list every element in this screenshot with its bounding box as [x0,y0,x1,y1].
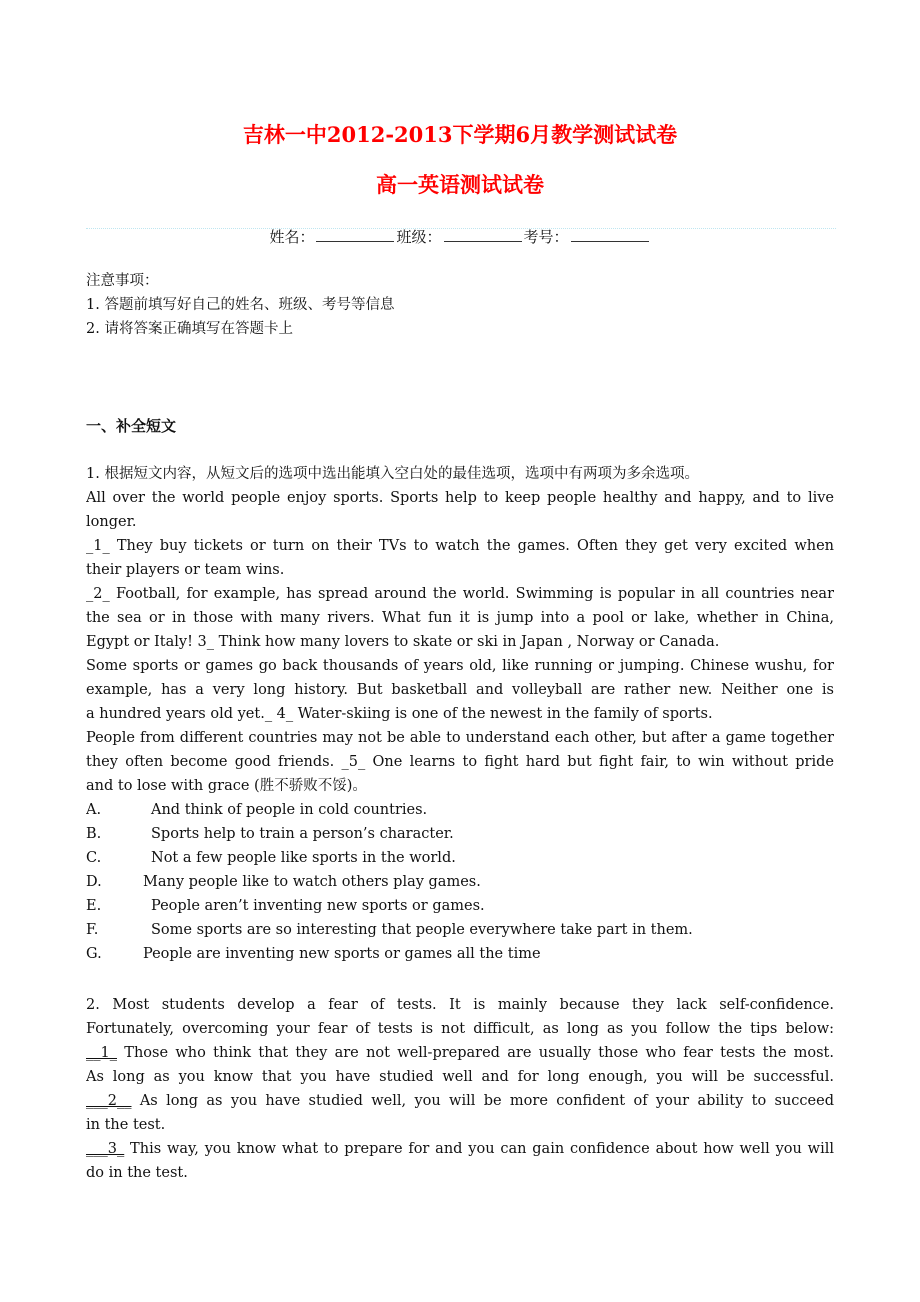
exam-title: 吉林一中2012-2013下学期6月教学测试试卷 [242,122,678,147]
option-item [86,798,834,822]
option-item [86,894,834,918]
passage-line: they often become good friends. _5_ One learns to fight hard but fight fair, to win without pride [86,754,834,770]
passage-line: longer. [86,514,137,530]
option-label: A. [86,802,102,818]
section-heading: 一、补全短文 [86,417,177,435]
passage-line [86,1041,834,1065]
exam-subtitle: 高一英语测试试卷 [376,172,544,197]
option-item [86,918,834,942]
note-item: 1. 答题前填写好自己的姓名、班级、考号等信息 [86,297,395,313]
option-item [86,846,834,870]
option-item [86,822,834,846]
passage-line: Some sports or games go back thousands of years old, like running or jumping. Chinese wushu, for [86,658,834,674]
name-label: 姓名： [269,228,315,246]
option-label: C. [86,850,102,866]
option-label: G. [86,946,102,962]
number-label: 考号： [523,228,569,246]
answer-blank: ___3_ [86,1141,125,1157]
name-blank [316,227,394,242]
passage-line: a hundred years old yet._ 4_ Water-skiing is one of the newest in the family of sports. [86,706,713,722]
passage-line: _1_ They buy tickets or turn on their TVs to watch the games. Often they get very excited when [86,538,834,554]
passage-line: People from different countries may not be able to understand each other, but after a game together [86,730,834,746]
notes-heading: 注意事项： [86,273,159,289]
passage-line: All over the world people enjoy sports. Sports help to keep people healthy and happy, and to live [86,490,834,506]
passage-line: do in the test. [86,1165,188,1181]
passage-line: the sea or in those with many rivers. What fun it is jump into a pool or lake, whether in China, [86,610,834,626]
option-label: B. [86,826,102,842]
student-info [0,226,920,247]
option-text: And think of people in cold countries. [151,802,428,818]
option-text: People are inventing new sports or games all the time [143,946,541,962]
passage-line: Fortunately, overcoming your fear of tests is not difficult, as long as you follow the tips below: [86,1021,834,1037]
class-label: 班级： [396,228,442,246]
passage-line: example, has a very long history. But basketball and volleyball are rather new. Neither one is [86,682,834,698]
number-blank [571,227,649,242]
passage-line: in the test. [86,1117,166,1133]
answer-blank: ___2__ [86,1093,132,1109]
passage-line [86,1137,834,1161]
line-text: Those who think that they are not well-prepared are usually those who fear tests the most. [116,1045,834,1061]
option-text: Not a few people like sports in the world. [151,850,456,866]
option-label: F. [86,922,99,938]
passage-line: their players or team wins. [86,562,285,578]
class-blank [444,227,522,242]
passage-line: _2_ Football, for example, has spread around the world. Swimming is popular in all countries near [86,586,834,602]
passage-line: 2. Most students develop a fear of tests. It is mainly because they lack self-confidence. [86,997,834,1013]
notes [86,269,834,341]
answer-blank: __1_ [86,1045,117,1061]
line-text: This way, you know what to prepare for and you can gain confidence about how well you will [124,1141,834,1157]
note-item: 2. 请将答案正确填写在答题卡上 [86,321,293,337]
option-label: D. [86,874,102,890]
passage-line: As long as you know that you have studied well and for long enough, you will be successful. [86,1069,834,1085]
passage-line [86,1089,834,1113]
line-text: As long as you have studied well, you will be more confident of your ability to succeed [131,1093,834,1109]
passage-line: and to lose with grace (胜不骄败不馁)。 [86,778,367,794]
option-item [86,870,834,894]
option-text: People aren’t inventing new sports or games. [151,898,485,914]
question-1 [86,462,834,966]
option-item [86,942,834,966]
passage-line: 1. 根据短文内容，从短文后的选项中选出能填入空白处的最佳选项，选项中有两项为多余选项。 [86,466,699,482]
option-text: Many people like to watch others play games. [143,874,481,890]
option-text: Sports help to train a person’s character. [151,826,454,842]
question-2 [86,993,834,1185]
passage-line: Egypt or Italy! 3_ Think how many lovers to skate or ski in Japan , Norway or Canada. [86,634,720,650]
option-label: E. [86,898,102,914]
option-text: Some sports are so interesting that people everywhere take part in them. [151,922,693,938]
